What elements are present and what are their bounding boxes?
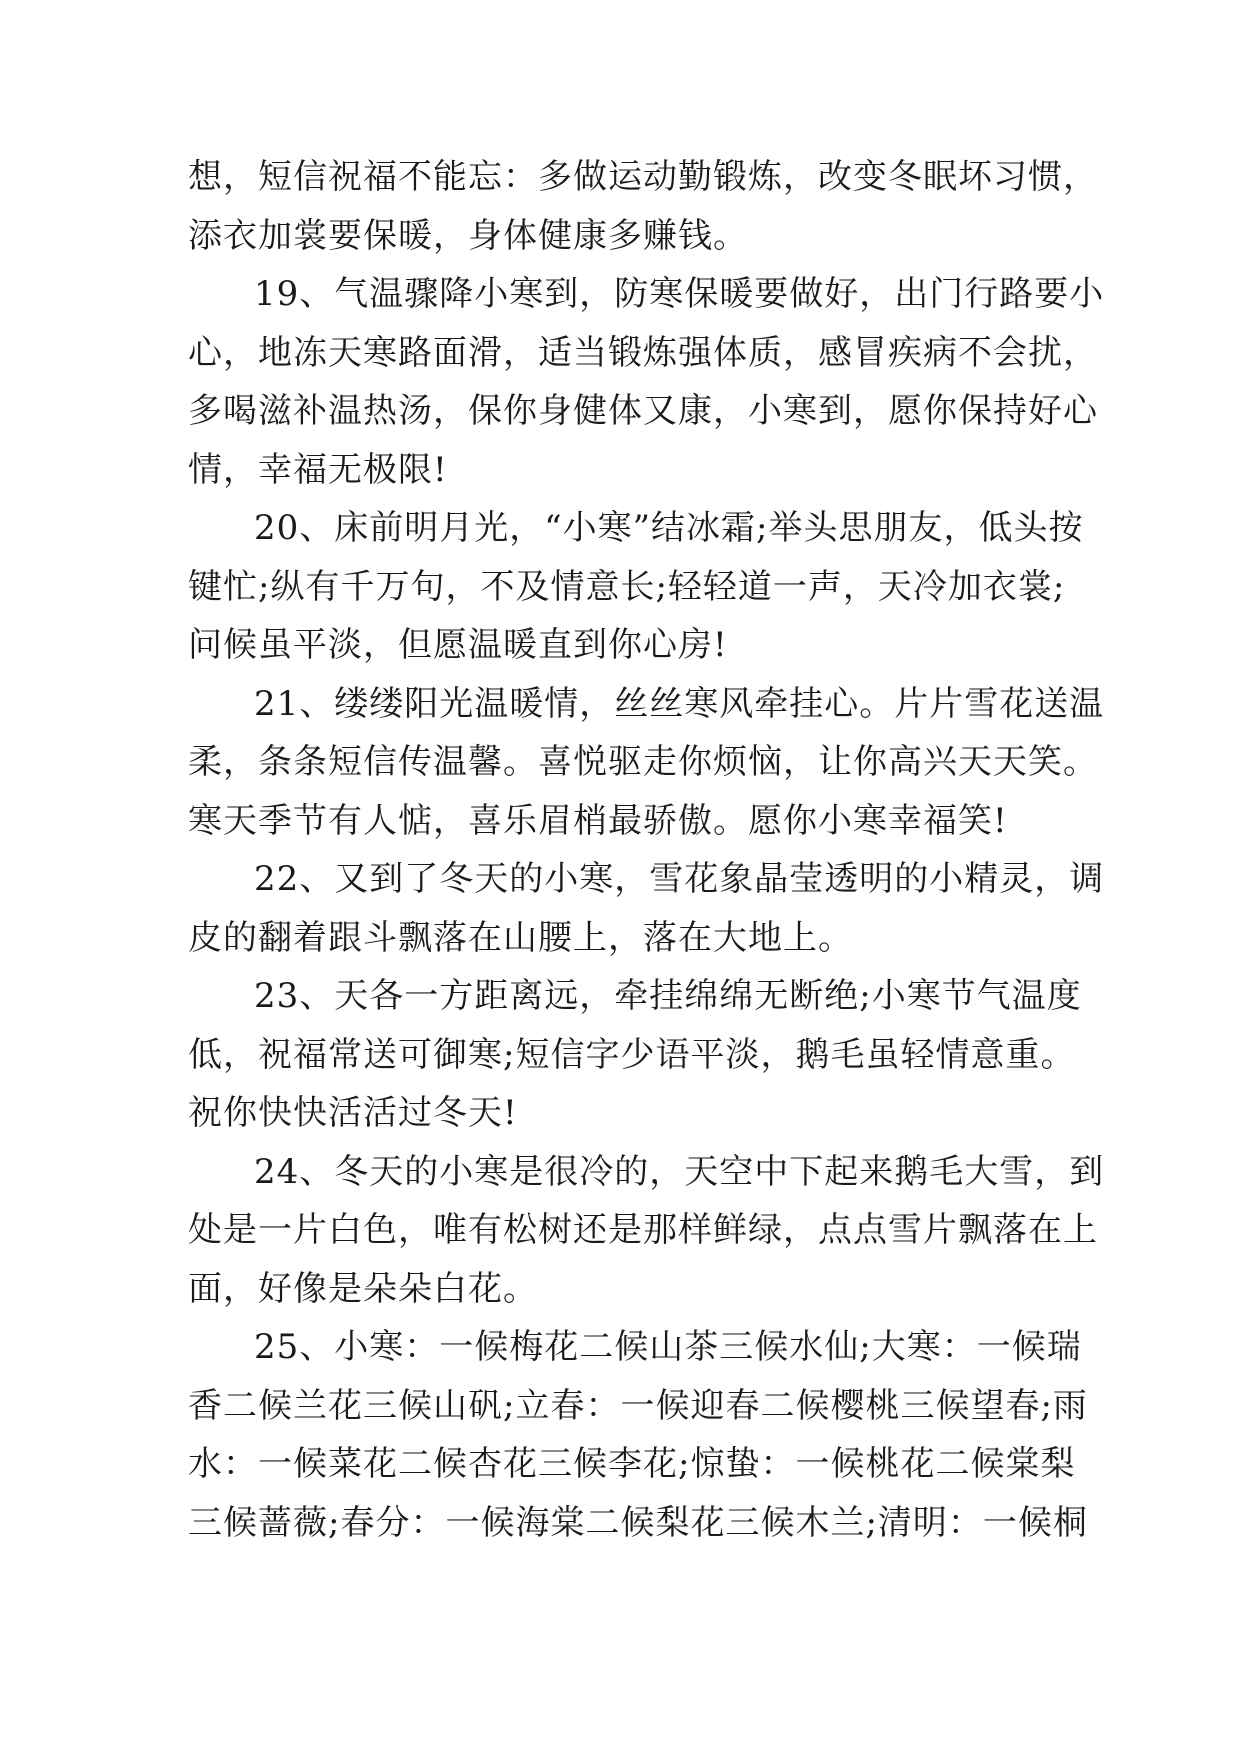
text-line: 情，幸福无极限! <box>188 449 448 490</box>
paragraph-first-line: 22、又到了冬天的小寒，雪花象晶莹透明的小精灵，调 <box>254 859 1105 899</box>
text-line: 面，好像是朵朵白花。 <box>188 1268 538 1309</box>
text-line: 心，地冻天寒路面滑，适当锻炼强体质，感冒疾病不会扰， <box>188 332 1098 373</box>
text-line: 多喝滋补温热汤，保你身健体又康，小寒到，愿你保持好心 <box>188 391 1098 431</box>
text-line: 香二候兰花三候山矾;立春：一候迎春二候樱桃三候望春;雨 <box>188 1385 1088 1426</box>
text-line: 处是一片白色，唯有松树还是那样鲜绿，点点雪片飘落在上 <box>188 1210 1098 1250</box>
text-line: 皮的翻着跟斗飘落在山腰上，落在大地上。 <box>188 917 853 958</box>
text-line: 想，短信祝福不能忘：多做运动勤锻炼，改变冬眠坏习惯， <box>188 157 1098 197</box>
paragraph-first-line: 25、小寒：一候梅花二候山茶三候水仙;大寒：一候瑞 <box>254 1327 1082 1367</box>
text-line: 低，祝福常送可御寒;短信字少语平淡，鹅毛虽轻情意重。 <box>188 1034 1076 1075</box>
text-line: 键忙;纵有千万句，不及情意长;轻轻道一声，天冷加衣裳; <box>188 566 1066 607</box>
text-line: 问候虽平淡，但愿温暖直到你心房! <box>188 625 728 665</box>
text-line: 三候蔷薇;春分：一候海棠二候梨花三候木兰;清明：一候桐 <box>188 1502 1088 1543</box>
paragraph-first-line: 23、天各一方距离远，牵挂绵绵无断绝;小寒节气温度 <box>254 976 1082 1016</box>
text-line: 祝你快快活活过冬天! <box>188 1093 518 1133</box>
text-line: 柔，条条短信传温馨。喜悦驱走你烦恼，让你高兴天天笑。 <box>188 742 1098 782</box>
text-line: 水：一候菜花二候杏花三候李花;惊蛰：一候桃花二候棠梨 <box>188 1444 1076 1484</box>
paragraph-first-line: 20、床前明月光，“小寒”结冰霜;举头思朋友，低头按 <box>254 508 1084 548</box>
paragraph-first-line: 24、冬天的小寒是很冷的，天空中下起来鹅毛大雪，到 <box>254 1151 1105 1192</box>
text-line: 添衣加裳要保暖，身体健康多赚钱。 <box>188 215 748 256</box>
document-body <box>188 148 1105 1552</box>
paragraph-first-line: 19、气温骤降小寒到，防寒保暖要做好，出门行路要小 <box>254 274 1105 314</box>
text-line: 寒天季节有人惦，喜乐眉梢最骄傲。愿你小寒幸福笑! <box>188 800 1008 841</box>
paragraph-first-line: 21、缕缕阳光温暖情，丝丝寒风牵挂心。片片雪花送温 <box>254 683 1105 724</box>
